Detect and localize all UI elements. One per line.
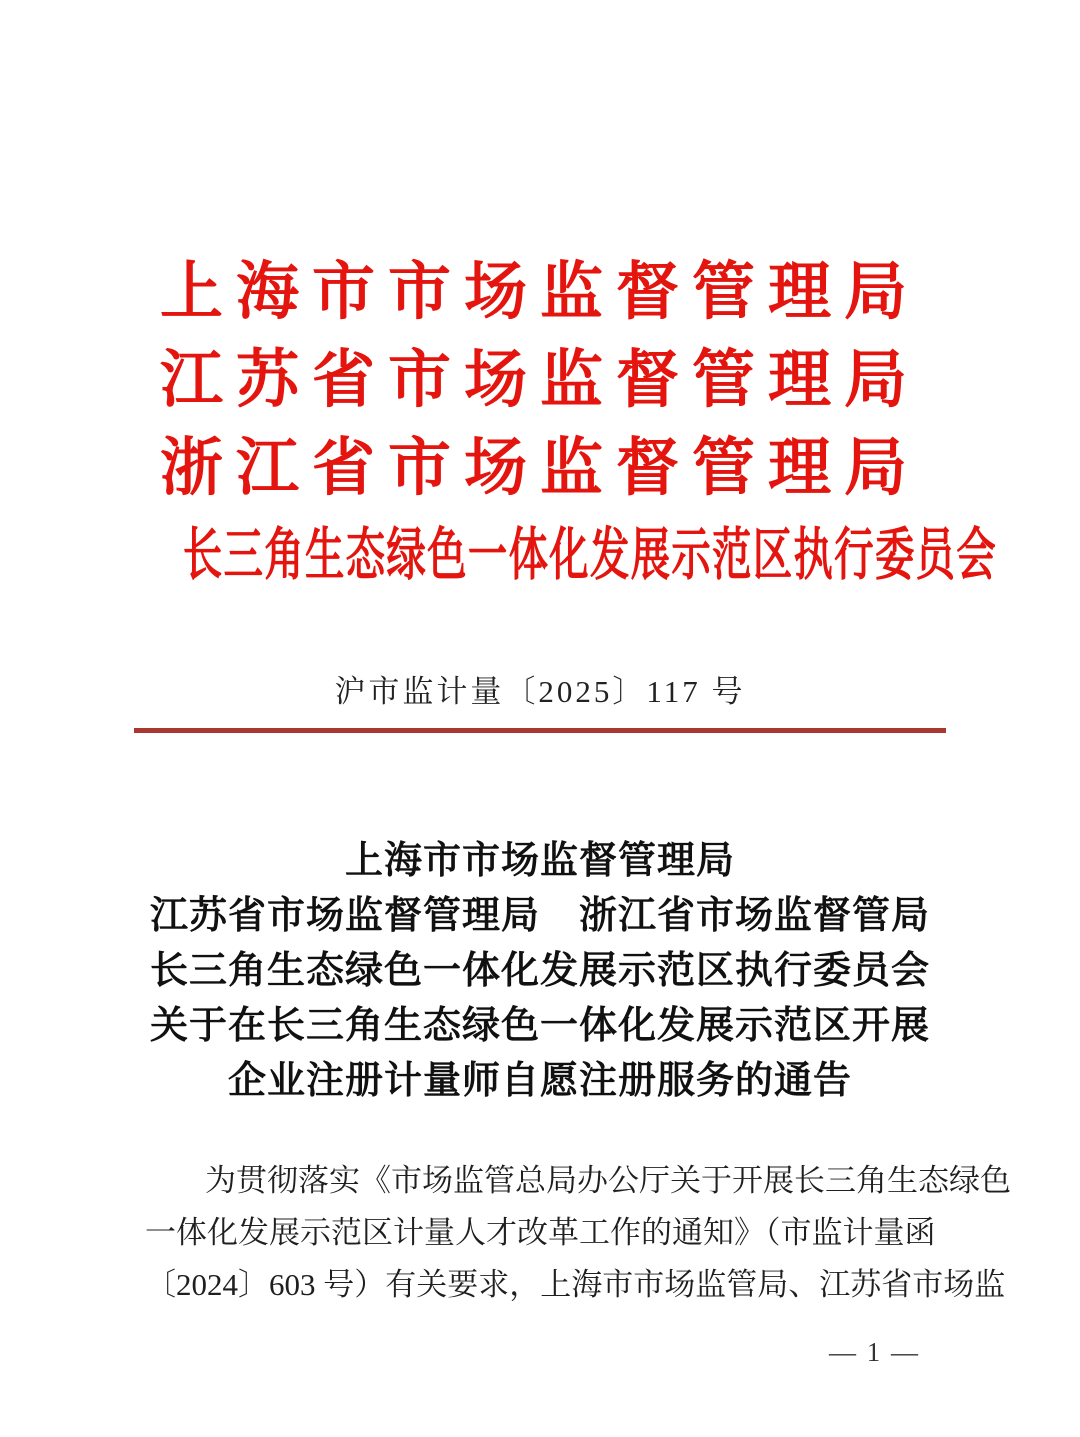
letterhead — [0, 248, 1080, 600]
title-line-2: 江苏省市场监督管理局 浙江省市场监督管局 — [149, 895, 930, 937]
document-title — [0, 834, 1080, 1109]
letterhead-line-committee — [0, 512, 1080, 600]
letterhead-line-jiangsu: 江苏省市场监督管理局 — [160, 345, 920, 415]
document-number: 沪市监计量〔2025〕117 号 — [334, 674, 746, 709]
page-number: — 1 — — [829, 1337, 920, 1367]
title-line-5: 企业注册计量师自愿注册服务的通告 — [227, 1060, 852, 1102]
body-paragraph — [145, 1155, 1011, 1311]
red-divider-rule — [134, 728, 946, 733]
title-line-3: 长三角生态绿色一体化发展示范区执行委员会 — [149, 950, 930, 992]
letterhead-line-zhejiang: 浙江省市场监督管理局 — [160, 433, 920, 503]
title-line-1: 上海市市场监督管理局 — [344, 840, 735, 882]
letterhead-line-shanghai: 上海市市场监督管理局 — [160, 257, 920, 327]
body-line-2: 一体化发展示范区计量人才改革工作的通知》（市监计量函 — [145, 1215, 936, 1250]
body-line-3: 〔2024〕603 号）有关要求，上海市市场监管局、江苏省市场监 — [145, 1267, 1006, 1302]
letterhead-line-committee-text: 长三角生态绿色一体化发展示范区执行委员会 — [182, 524, 998, 587]
body-line-1: 为贯彻落实《市场监管总局办公厅关于开展长三角生态绿色 — [205, 1163, 1011, 1198]
title-line-4: 关于在长三角生态绿色一体化发展示范区开展 — [149, 1005, 930, 1047]
